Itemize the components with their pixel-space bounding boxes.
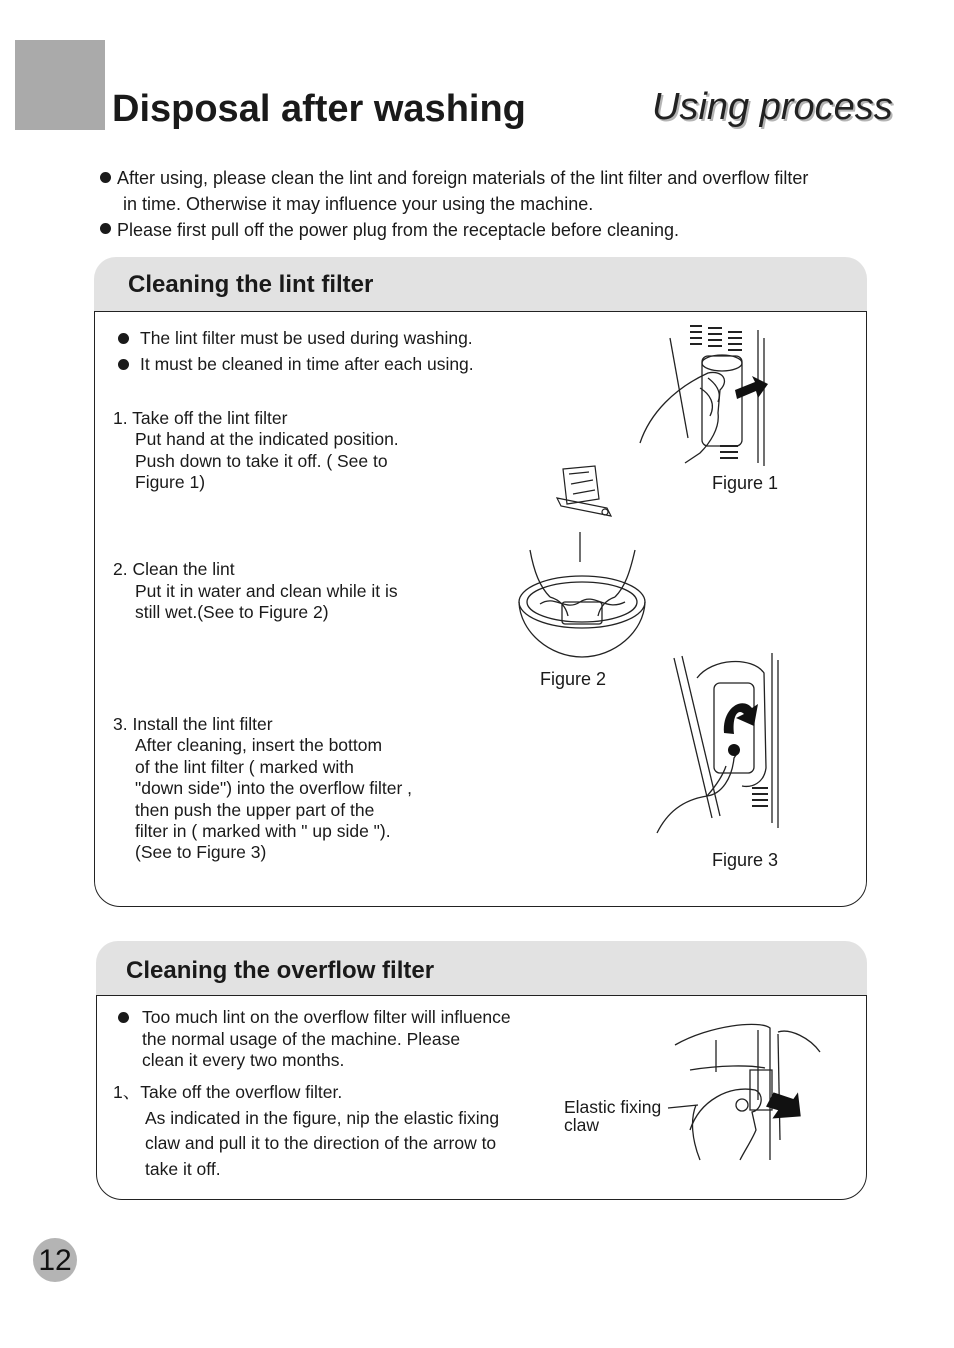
step1-title: 1. Take off the lint filter [113, 408, 288, 428]
overflow-step1-title: 1、Take off the overflow filter. [113, 1082, 343, 1102]
overflow-note-line: clean it every two months. [142, 1050, 345, 1070]
overflow-step1-line: take it off. [145, 1159, 221, 1179]
figure-3-label: Figure 3 [712, 850, 779, 870]
bullet-icon [100, 172, 111, 183]
step3-line: of the lint filter ( marked with [135, 757, 354, 777]
elastic-claw-callout-line-2: claw [564, 1115, 600, 1135]
overflow-note-line: the normal usage of the machine. Please [142, 1029, 461, 1049]
step2-line: Put it in water and clean while it is [135, 581, 398, 601]
step1-line: Figure 1) [135, 472, 206, 492]
lint-filter-icon [555, 464, 615, 524]
overflow-step1-line: claw and pull it to the direction of the arrow to [145, 1133, 497, 1153]
step3-line: (See to Figure 3) [135, 842, 267, 862]
intro-bullet-2: Please first pull off the power plug from the receptacle before cleaning. [117, 220, 679, 240]
step3-line: After cleaning, insert the bottom [135, 735, 383, 755]
step3-title: 3. Install the lint filter [113, 714, 273, 734]
section-label: Using process [652, 86, 893, 128]
overflow-filter-panel-header [96, 941, 867, 996]
bullet-icon [118, 333, 129, 344]
bullet-icon [118, 1012, 129, 1023]
overflow-step1-line: As indicated in the figure, nip the elastic fixing [145, 1108, 500, 1128]
figure-1-illustration [630, 318, 790, 468]
lint-note-1: The lint filter must be used during washing. [140, 328, 473, 348]
lint-filter-heading: Cleaning the lint filter [128, 271, 374, 298]
elastic-claw-callout-line-1: Elastic fixing [564, 1097, 662, 1117]
figure-2-label: Figure 2 [540, 669, 607, 689]
figure-3-illustration [652, 648, 782, 838]
step3-line: filter in ( marked with " up side "). [135, 821, 391, 841]
overflow-filter-illustration [660, 1020, 825, 1165]
page-number: 12 [33, 1238, 77, 1282]
lint-note-2: It must be cleaned in time after each using. [140, 354, 474, 374]
step1-line: Put hand at the indicated position. [135, 429, 399, 449]
step2-title: 2. Clean the lint [113, 559, 235, 579]
step3-line: "down side") into the overflow filter , [135, 778, 412, 798]
page-title: Disposal after washing [112, 88, 526, 130]
step1-line: Push down to take it off. ( See to [135, 451, 388, 471]
step3-line: then push the upper part of the [135, 800, 375, 820]
intro-bullet-1-line-2: in time. Otherwise it may influence your using the machine. [123, 194, 594, 214]
overflow-note-line: Too much lint on the overflow filter will influence [142, 1007, 511, 1027]
figure-2-illustration [510, 532, 660, 664]
step2-line: still wet.(See to Figure 2) [135, 602, 329, 622]
intro-bullet-1-line-1: After using, please clean the lint and foreign materials of the lint filter and overflow filter [117, 168, 809, 188]
bullet-icon [118, 359, 129, 370]
lint-filter-panel-header [94, 257, 867, 312]
figure-1-label: Figure 1 [712, 473, 779, 493]
bullet-icon [100, 223, 111, 234]
header-gray-block [15, 40, 105, 130]
overflow-filter-heading: Cleaning the overflow filter [126, 957, 435, 984]
